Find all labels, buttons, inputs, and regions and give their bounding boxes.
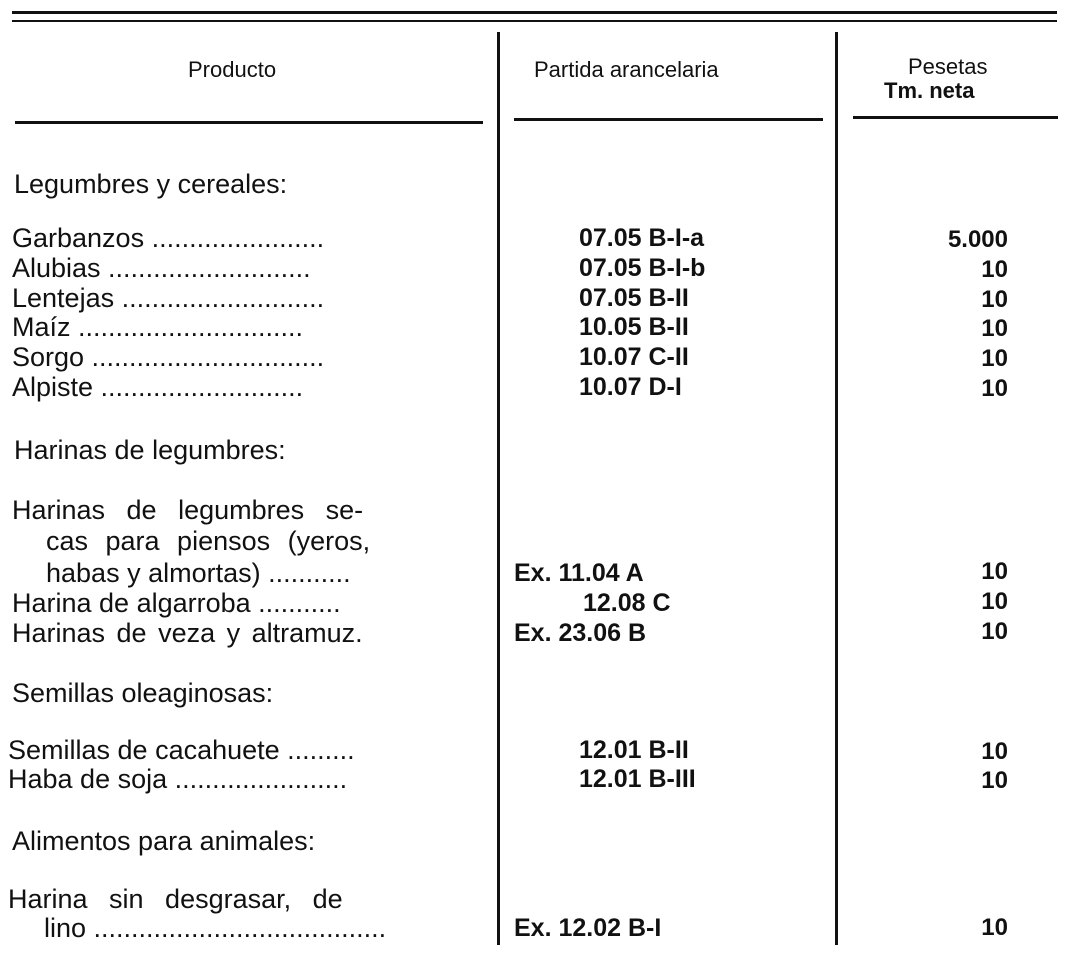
row-partida-alubias: 07.05 B-I-b <box>579 254 706 282</box>
header-pesetas: Pesetas <box>908 54 988 79</box>
header-underline-producto <box>15 121 483 124</box>
header-partida: Partida arancelaria <box>534 57 719 82</box>
row-producto-lino-l2: lino ....................................... <box>44 913 387 943</box>
row-producto-lentejas: Lentejas ........................... <box>12 283 325 313</box>
row-producto-sorgo: Sorgo ............................... <box>12 342 325 372</box>
row-producto-maiz: Maíz .............................. <box>12 312 304 342</box>
section-title-semillas: Semillas oleaginosas: <box>12 678 274 708</box>
row-producto-veza: Harinas de veza y altramuz. <box>12 618 363 648</box>
row-partida-veza: Ex. 23.06 B <box>514 619 647 647</box>
row-partida-alpiste: 10.07 D-I <box>579 373 682 401</box>
row-partida-sorgo: 10.07 C-II <box>579 343 689 371</box>
row-partida-cacahuete: 12.01 B-II <box>579 736 689 764</box>
row-pesetas-harinas-legumbres: 10 <box>981 558 1008 585</box>
row-producto-lino-l1: Harina sin desgrasar, de <box>8 884 343 914</box>
row-partida-maiz: 10.05 B-II <box>579 313 689 341</box>
row-pesetas-alubias: 10 <box>981 256 1008 283</box>
row-producto-harinas-legumbres-l2: cas para piensos (yeros, <box>46 526 371 556</box>
row-pesetas-lentejas: 10 <box>981 286 1008 313</box>
section-title-harinas: Harinas de legumbres: <box>14 435 286 465</box>
row-pesetas-cacahuete: 10 <box>981 738 1008 765</box>
header-producto: Producto <box>188 57 277 82</box>
row-pesetas-alpiste: 10 <box>981 375 1008 402</box>
row-producto-alpiste: Alpiste ........................... <box>12 372 304 402</box>
row-partida-lentejas: 07.05 B-II <box>579 284 689 312</box>
top-rule-thin <box>12 20 1057 22</box>
column-divider-2 <box>835 32 838 945</box>
row-producto-soja: Haba de soja ....................... <box>8 764 348 794</box>
row-pesetas-soja: 10 <box>981 767 1008 794</box>
row-producto-harinas-legumbres-l1: Harinas de legumbres se- <box>12 495 364 525</box>
top-rule-thick <box>12 11 1057 14</box>
header-underline-pesetas <box>853 116 1058 119</box>
row-partida-algarroba: 12.08 C <box>583 589 671 617</box>
row-pesetas-algarroba: 10 <box>981 588 1008 615</box>
column-divider-1 <box>497 32 500 945</box>
row-partida-harinas-legumbres: Ex. 11.04 A <box>514 559 644 587</box>
row-partida-lino: Ex. 12.02 B-I <box>514 914 662 942</box>
row-partida-soja: 12.01 B-III <box>579 765 696 793</box>
section-title-legumbres: Legumbres y cereales: <box>14 169 288 199</box>
row-pesetas-garbanzos: 5.000 <box>947 226 1008 253</box>
row-pesetas-maiz: 10 <box>981 315 1008 342</box>
row-producto-algarroba: Harina de algarroba ........... <box>12 588 341 618</box>
row-pesetas-veza: 10 <box>981 618 1008 645</box>
row-pesetas-lino: 10 <box>981 914 1008 941</box>
row-producto-garbanzos: Garbanzos ....................... <box>12 223 325 253</box>
row-pesetas-sorgo: 10 <box>981 345 1008 372</box>
row-producto-cacahuete: Semillas de cacahuete ......... <box>8 735 355 765</box>
row-producto-alubias: Alubias ........................... <box>12 253 311 283</box>
header-underline-partida <box>514 118 823 121</box>
header-tm-neta: Tm. neta <box>884 78 975 103</box>
row-partida-garbanzos: 07.05 B-I-a <box>579 224 705 252</box>
section-title-alimentos: Alimentos para animales: <box>12 826 316 856</box>
row-producto-harinas-legumbres-l3: habas y almortas) ........... <box>46 558 351 588</box>
